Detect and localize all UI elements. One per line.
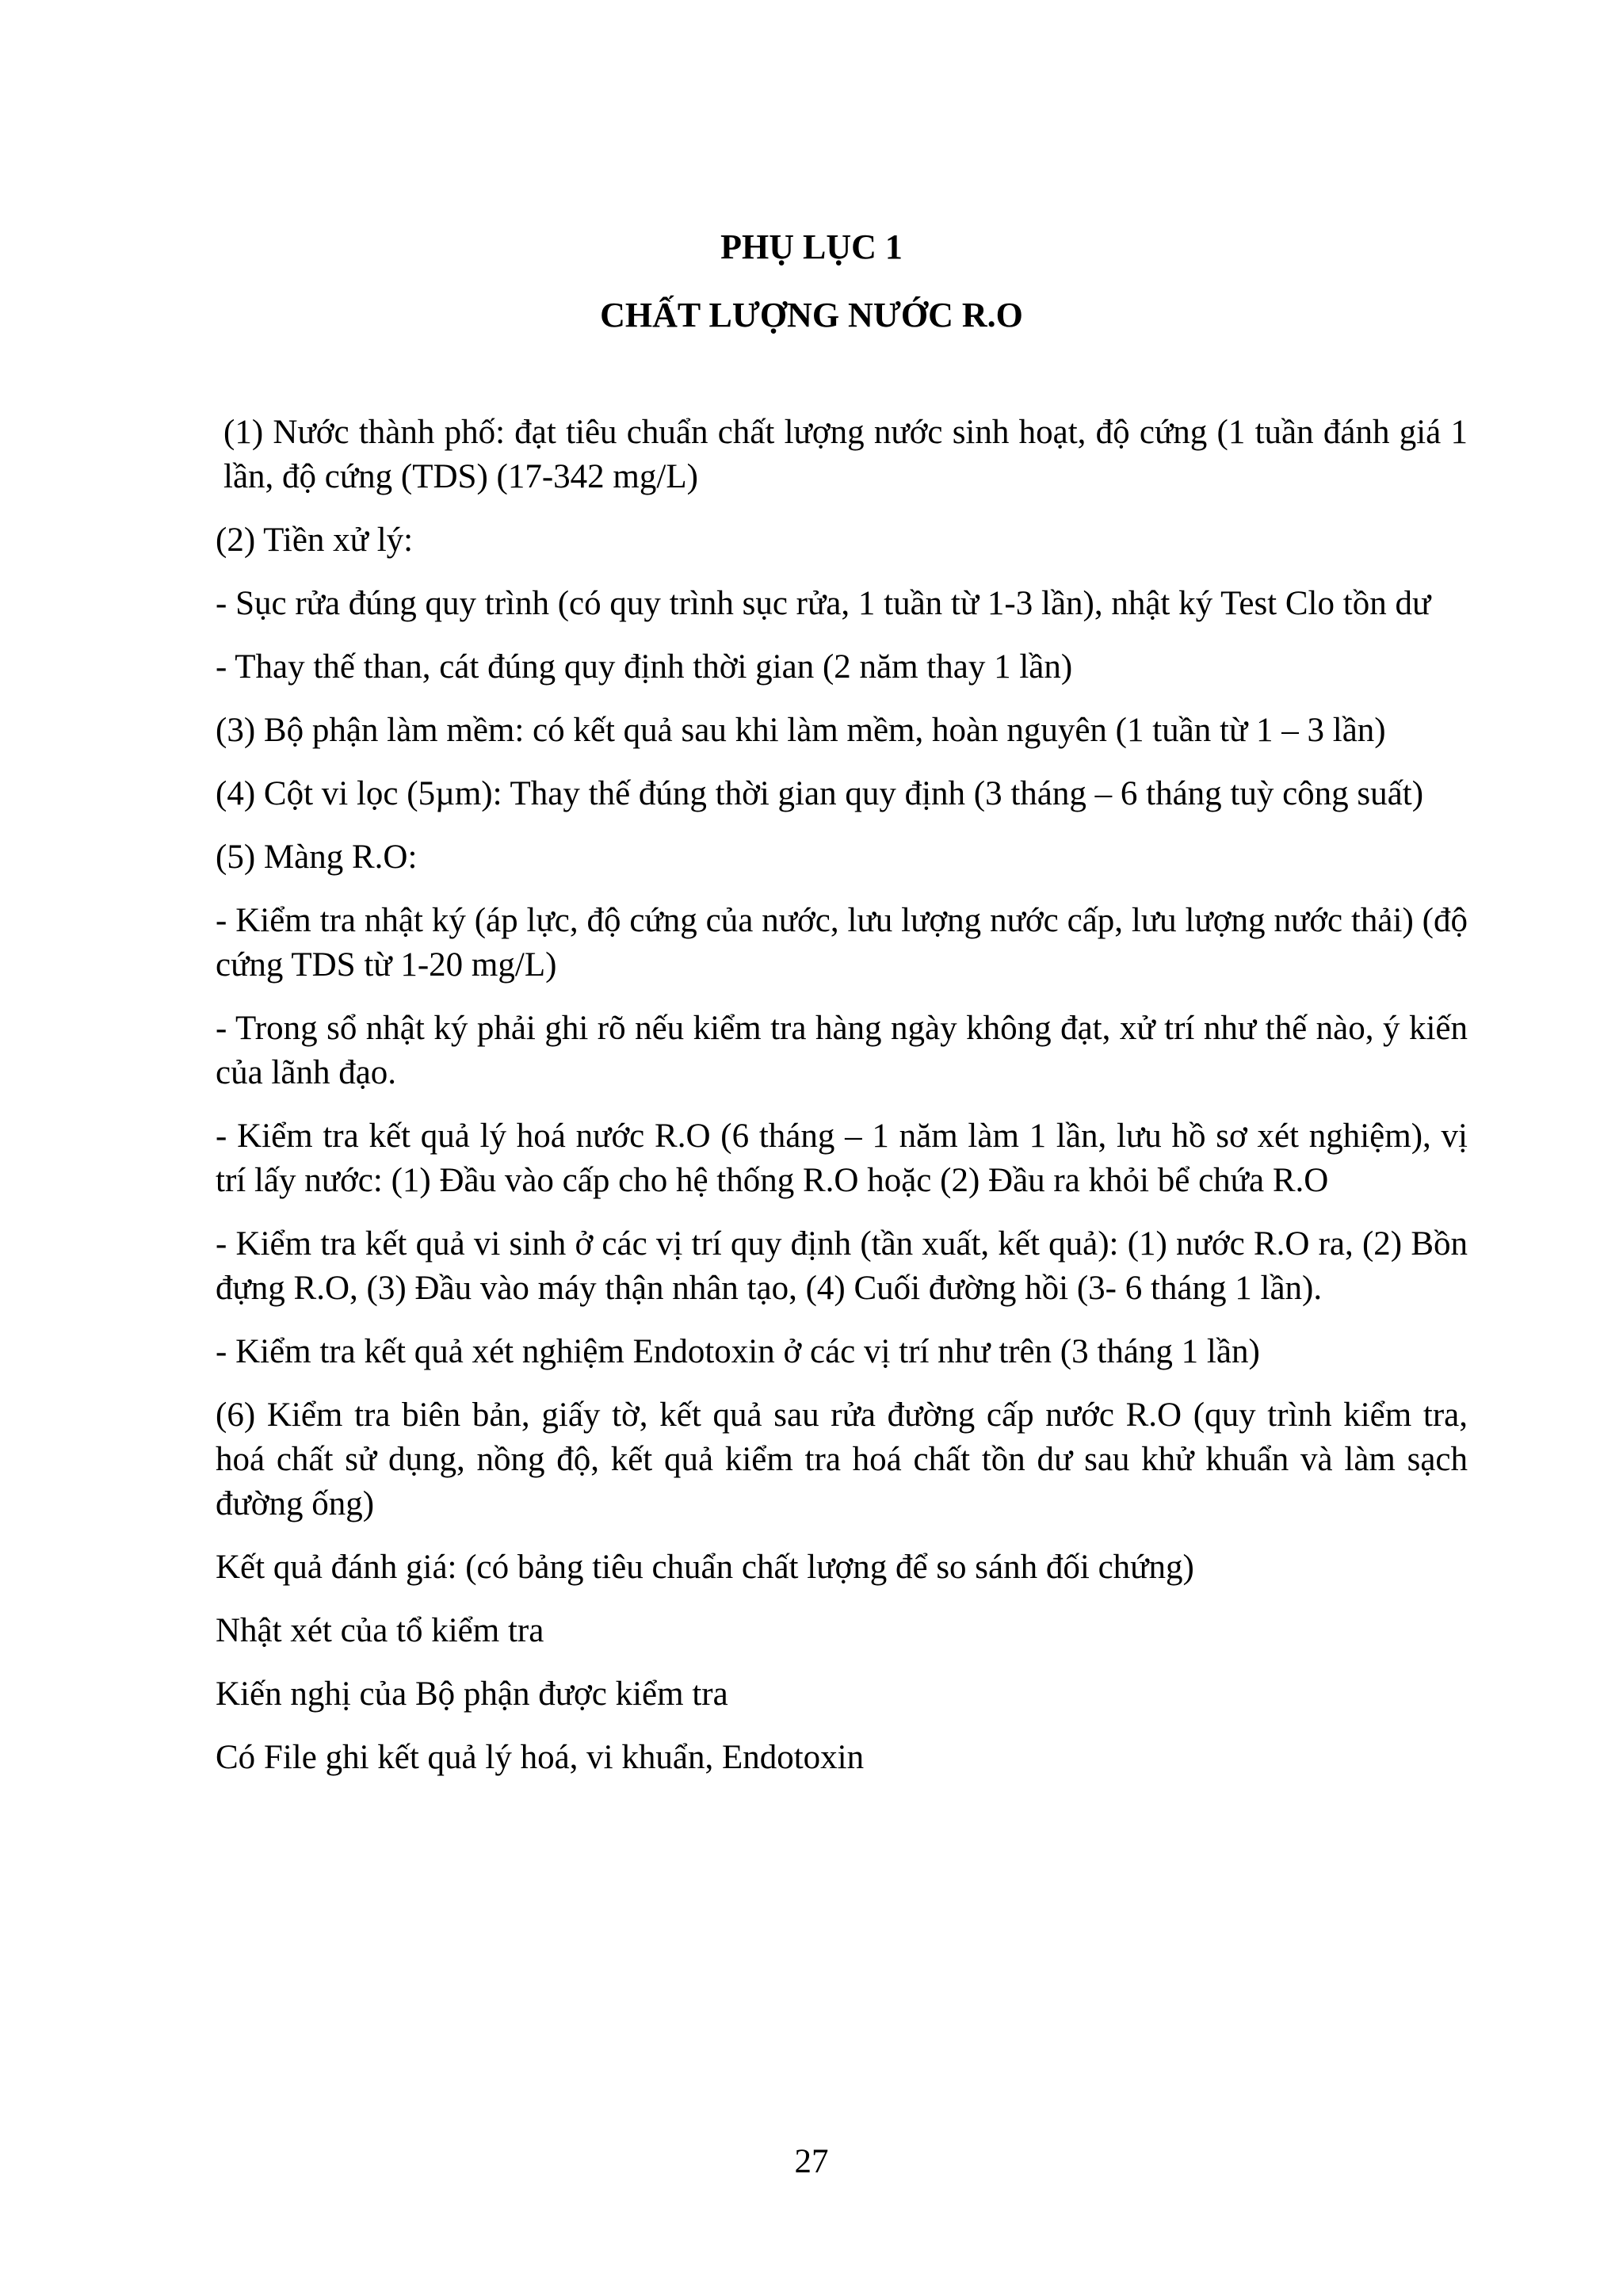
page-number: 27 [794,2143,829,2180]
paragraph-department-recommendations: Kiến nghị của Bộ phận được kiểm tra [216,1675,728,1713]
appendix-title: PHỤ LỤC 1 [720,227,903,266]
paragraph-ro-log-notes: - Trong sổ nhật ký phải ghi rõ nếu kiểm tra hàng ngày không đạt, xử trí như thế nào, ý kiến của lãnh đạo. [216,1010,1468,1091]
paragraph-ro-membrane-heading: (5) Màng R.O: [216,839,418,876]
paragraph-ro-log-check: - Kiểm tra nhật ký (áp lực, độ cứng của nước, lưu lượng nước cấp, lưu lượng nước thải) (độ cứng TDS từ 1-20 mg/L) [216,902,1468,984]
paragraph-pretreatment-flush: - Sục rửa đúng quy trình (có quy trình sục rửa, 1 tuần từ 1-3 lần), nhật ký Test Clo tồn dư [216,585,1431,622]
paragraph-pretreatment-heading: (2) Tiền xử lý: [216,521,414,559]
paragraph-city-water: (1) Nước thành phố: đạt tiêu chuẩn chất lượng nước sinh hoạt, độ cứng (1 tuần đánh giá 1 lần, độ cứng (TDS) (17-342 mg/L) [223,414,1468,495]
paragraph-pretreatment-replace: - Thay thế than, cát đúng quy định thời gian (2 năm thay 1 lần) [216,648,1073,686]
paragraph-ro-microbiology: - Kiểm tra kết quả vi sinh ở các vị trí quy định (tần xuất, kết quả): (1) nước R.O ra, (2) Bồn đựng R.O, (3) Đầu vào máy thận nhân tạo, (4) Cuối đường hồi (3- 6 tháng 1 lần). [216,1225,1468,1307]
paragraph-ro-chemistry: - Kiểm tra kết quả lý hoá nước R.O (6 tháng – 1 năm làm 1 lần, lưu hồ sơ xét nghiệm), vị trí lấy nước: (1) Đầu vào cấp cho hệ thống R.O hoặc (2) Đầu ra khỏi bể chứa R.O [216,1117,1468,1199]
body-text [216,411,1468,1799]
paragraph-ro-endotoxin: - Kiểm tra kết quả xét nghiệm Endotoxin ở các vị trí như trên (3 tháng 1 lần) [216,1333,1260,1370]
paragraph-results-file: Có File ghi kết quả lý hoá, vi khuẩn, Endotoxin [216,1739,865,1776]
paragraph-inspection-comments: Nhật xét của tổ kiểm tra [216,1612,544,1649]
paragraph-pipe-cleaning: (6) Kiểm tra biên bản, giấy tờ, kết quả sau rửa đường cấp nước R.O (quy trình kiểm tra, hoá chất sử dụng, nồng độ, kết quả kiểm tra hoá chất tồn dư sau khử khuẩn và làm sạch đường ống) [216,1396,1468,1522]
paragraph-microfilter: (4) Cột vi lọc (5µm): Thay thế đúng thời gian quy định (3 tháng – 6 tháng tuỳ công suất) [216,775,1424,812]
paragraph-evaluation-result: Kết quả đánh giá: (có bảng tiêu chuẩn chất lượng để so sánh đối chứng) [216,1549,1194,1586]
appendix-subtitle: CHẤT LƯỢNG NƯỚC R.O [600,296,1023,334]
paragraph-softener: (3) Bộ phận làm mềm: có kết quả sau khi làm mềm, hoàn nguyên (1 tuần từ 1 – 3 lần) [216,712,1386,749]
